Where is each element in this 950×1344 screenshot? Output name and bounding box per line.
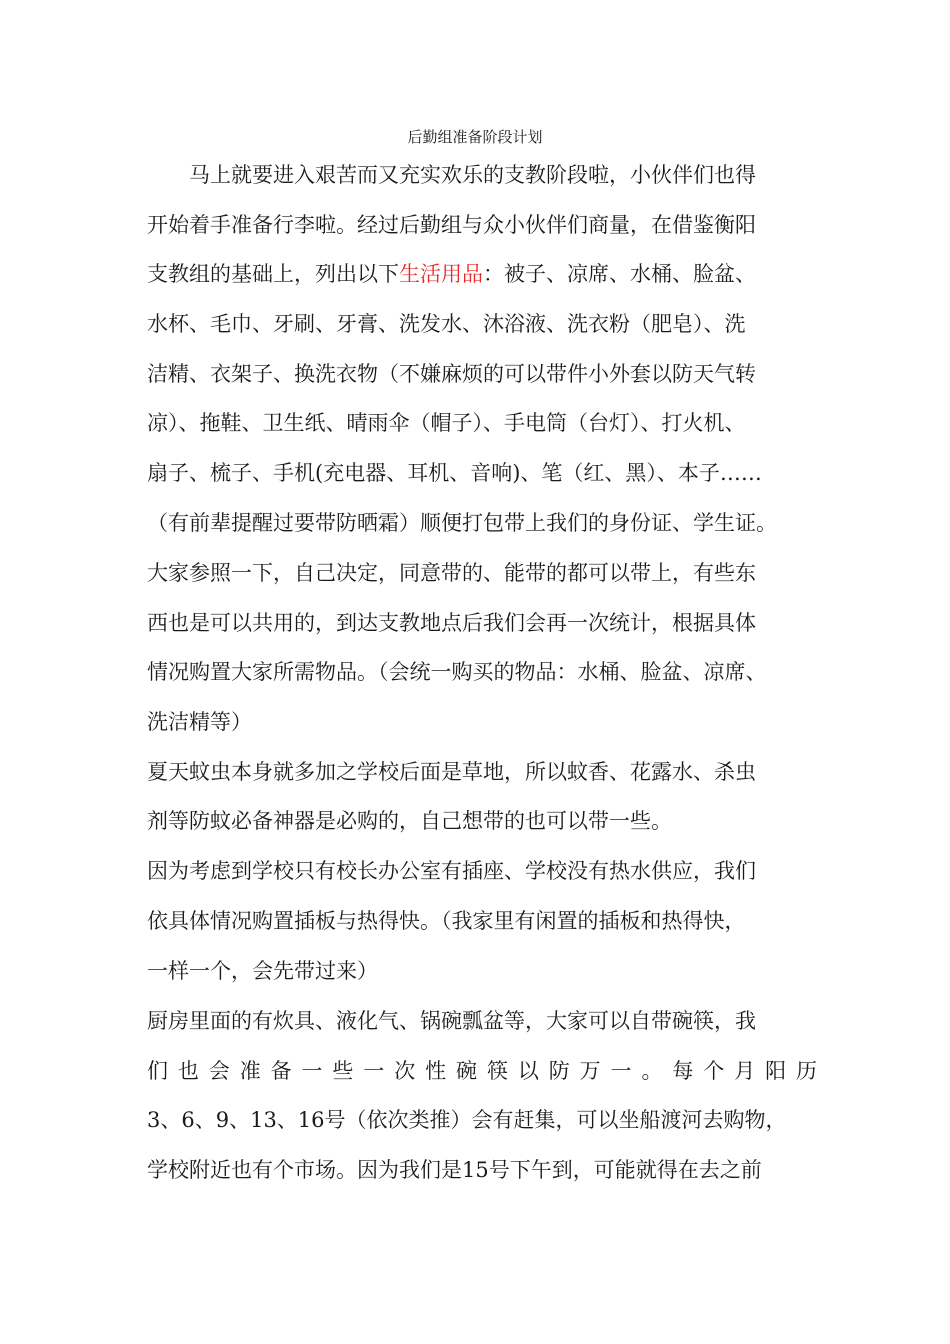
- highlighted-text: 生活用品: [399, 262, 483, 286]
- paragraph-line: 依具体情况购置插板与热得快。（我家里有闲置的插板和热得快，: [147, 909, 746, 933]
- text-run: 支教组的基础上，列出以下: [147, 262, 399, 286]
- paragraph-line: 情况购置大家所需物品。（会统一购买的物品：水桶、脸盆、凉席、: [147, 660, 767, 684]
- text-run: ：被子、凉席、水桶、脸盆、: [483, 262, 756, 286]
- paragraph-line: 一样一个，会先带过来）: [147, 959, 378, 983]
- paragraph-line: 夏天蚊虫本身就多加之学校后面是草地，所以蚊香、花露水、杀虫: [147, 760, 756, 784]
- paragraph-line: [147, 259, 817, 289]
- paragraph-line: 马上就要进入艰苦而又充实欢乐的支教阶段啦，小伙伴们也得: [189, 163, 756, 187]
- paragraph-line: 西也是可以共用的，到达支教地点后我们会再一次统计，根据具体: [147, 611, 756, 635]
- paragraph-line: 厨房里面的有炊具、液化气、锅碗瓢盆等，大家可以自带碗筷，我: [147, 1009, 756, 1033]
- paragraph-line: 洁精、衣架子、换洗衣物（不嫌麻烦的可以带件小外套以防天气转: [147, 362, 756, 386]
- paragraph-line: 学校附近也有个市场。因为我们是15号下午到，可能就得在去之前: [147, 1158, 762, 1182]
- paragraph-line: 因为考虑到学校只有校长办公室有插座、学校没有热水供应，我们: [147, 859, 756, 883]
- paragraph-line: 3、6、9、13、16号（依次类推）会有赶集，可以坐船渡河去购物，: [147, 1108, 787, 1132]
- paragraph-line: （有前辈提醒过要带防晒霜）顺便打包带上我们的身份证、学生证。: [147, 511, 777, 535]
- paragraph-line: 开始着手准备行李啦。经过后勤组与众小伙伴们商量，在借鉴衡阳: [147, 213, 756, 237]
- paragraph-line: 扇子、梳子、手机(充电器、耳机、音响)、笔（红、黑）、本子……: [147, 461, 762, 485]
- paragraph-line: 大家参照一下，自己决定，同意带的、能带的都可以带上，有些东: [147, 561, 756, 585]
- paragraph-line: 剂等防蚊必备神器是必购的，自己想带的也可以带一些。: [147, 809, 672, 833]
- paragraph-line-justified: 们也会准备一些一次性碗筷以防万一。每个月阳历: [147, 1059, 817, 1083]
- paragraph-line: 水杯、毛巾、牙刷、牙膏、洗发水、沐浴液、洗衣粉（肥皂）、洗: [147, 312, 746, 336]
- paragraph-line: 洗洁精等）: [147, 710, 252, 734]
- paragraph-line: 凉）、拖鞋、卫生纸、晴雨伞（帽子）、手电筒（台灯）、打火机、: [147, 411, 746, 435]
- document-title: 后勤组准备阶段计划: [407, 128, 543, 146]
